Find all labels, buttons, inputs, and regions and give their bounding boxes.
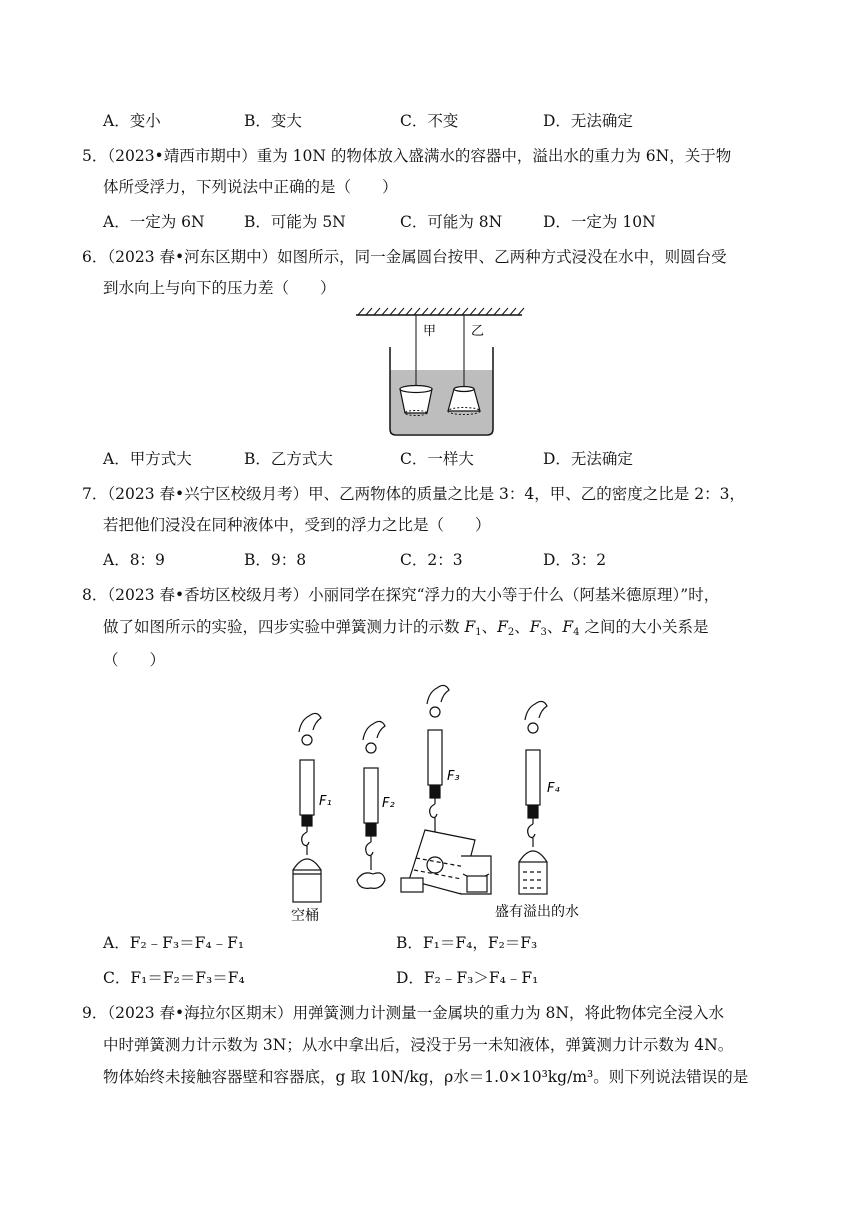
q6-stem-line1: 6．（2023 春•河东区期中）如图所示，同一金属圆台按甲、乙两种方式浸没在水中，则圆台受 [82, 248, 727, 266]
q6-figure [350, 305, 530, 440]
q5-stem-line2: 体所受浮力，下列说法中正确的是（ ） [103, 178, 398, 196]
q8-stem-line2-post: 之间的大小关系是 [584, 618, 709, 636]
q6-stem-line2: 到水向上与向下的压力差（ ） [103, 279, 336, 297]
q7-option-d: D．3：2 [543, 551, 607, 569]
q9-stem-line1: 9．（2023 春•海拉尔区期末）用弹簧测力计测量一金属块的重力为 8N，将此物体完全浸入水 [82, 1004, 724, 1022]
q5-option-d: D．一定为 10N [543, 213, 656, 231]
q7-option-a: A．8：9 [103, 551, 165, 569]
q9-stem-line3: 物体始终未接触容器壁和容器底，g 取 10N/kg，ρ水＝1.0×10³kg/m³。则下列说法错误的是 [103, 1068, 749, 1086]
q4-option-a: A．变小 [103, 112, 161, 130]
q7-option-b: B．9：8 [244, 551, 307, 569]
q5-stem-line1: 5．（2023•靖西市期中）重为 10N 的物体放入盛满水的容器中，溢出水的重力为 6N，关于物 [82, 147, 732, 165]
q4-option-d: D．无法确定 [543, 112, 633, 130]
q8-figure [285, 680, 590, 925]
q4-option-b: B．变大 [244, 112, 302, 130]
q8-label-f3: F₃ [447, 769, 460, 784]
q8-option-a: A．F₂﹣F₃＝F₄﹣F₁ [103, 934, 245, 952]
q9-stem-line2: 中时弹簧测力计示数为 3N；从水中拿出后，浸没于另一未知液体，弹簧测力计示数为 4N。 [103, 1036, 734, 1054]
q7-stem-line2: 若把他们浸没在同种液体中，受到的浮力之比是（ ） [103, 516, 491, 534]
q4-option-c: C．不变 [400, 112, 459, 130]
q6-option-d: D．无法确定 [543, 450, 633, 468]
q8-label-f2: F₂ [382, 796, 395, 811]
q8-option-d: D．F₂﹣F₃＞F₄﹣F₁ [396, 969, 539, 987]
q8-stem-line1: 8．（2023 春•香坊区校级月考）小丽同学在探究“浮力的大小等于什么（阿基米德原理）”时， [82, 586, 720, 604]
q5-option-a: A．一定为 6N [103, 213, 205, 231]
q8-label-f4: F₄ [547, 781, 560, 796]
q8-label-empty-bucket: 空桶 [291, 908, 319, 924]
q6-option-b: B．乙方式大 [244, 450, 333, 468]
q8-stem-line3: （ ） [103, 651, 166, 669]
q6-option-c: C．一样大 [400, 450, 474, 468]
q5-option-b: B．可能为 5N [244, 213, 346, 231]
q6-label-yi: 乙 [471, 324, 485, 339]
q6-label-jia: 甲 [423, 324, 437, 339]
q8-stem-line2-pre: 做了如图所示的实验，四步实验中弹簧测力计的示数 [103, 618, 465, 636]
q8-label-f1: F₁ [319, 794, 332, 809]
q5-option-c: C．可能为 8N [400, 213, 503, 231]
q8-label-bucket-water: 盛有溢出的水 [495, 904, 579, 920]
q8-option-c: C．F₁＝F₂＝F₃＝F₄ [103, 969, 245, 987]
q7-option-c: C．2：3 [400, 551, 463, 569]
q6-option-a: A．甲方式大 [103, 450, 192, 468]
q8-option-b: B．F₁＝F₄，F₂＝F₃ [396, 934, 538, 952]
q8-stem-line2: 做了如图所示的实验，四步实验中弹簧测力计的示数 $F_1$、$F_2$、$F_3$、$F_4$ 之间的大小关系是 [103, 618, 709, 638]
q7-stem-line1: 7．（2023 春•兴宁区校级月考）甲、乙两物体的质量之比是 3：4，甲、乙的密度之比是 2：3， [82, 485, 745, 503]
